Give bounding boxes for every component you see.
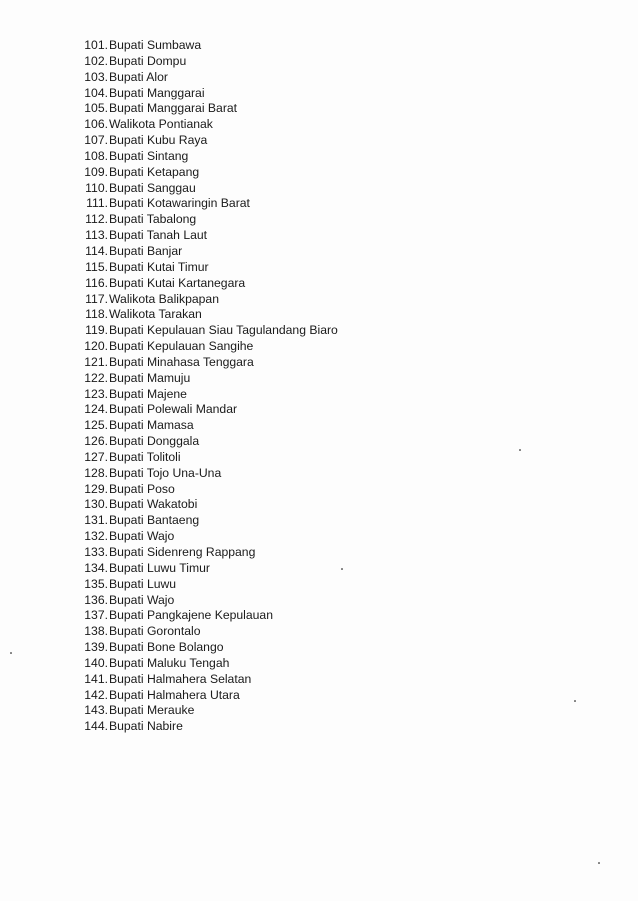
item-number: 132. (84, 529, 108, 544)
list-item (74, 101, 338, 117)
item-number: 133. (84, 545, 108, 559)
item-number: 124. (84, 402, 108, 417)
list-item (74, 292, 338, 308)
item-title: Walikota Tarakan (109, 307, 202, 322)
item-number: 118. (85, 307, 108, 322)
item-title: Bupati Pangkajene Kepulauan (109, 608, 273, 623)
list-item (74, 387, 338, 403)
list-item (74, 117, 338, 133)
item-title: Bupati Luwu Timur (109, 560, 210, 575)
list-item (74, 593, 338, 609)
item-number: 116. (85, 275, 108, 290)
official-list (74, 38, 338, 735)
list-item (74, 482, 338, 498)
item-number: 112. (85, 212, 108, 227)
list-item (74, 38, 338, 54)
item-title: Bupati Kubu Raya (109, 133, 208, 148)
list-item (74, 656, 338, 672)
item-number: 139. (84, 640, 108, 655)
item-title: Bupati Halmahera Selatan (109, 671, 252, 686)
item-number: 144. (84, 719, 108, 734)
item-number: 125. (84, 418, 108, 433)
list-item (74, 86, 338, 102)
item-title: Bupati Bone Bolango (109, 640, 224, 655)
list-item (74, 165, 338, 181)
item-title: Walikota Pontianak (109, 117, 213, 132)
list-item (74, 545, 338, 561)
item-number: 137. (84, 608, 108, 623)
item-number: 142. (84, 687, 108, 702)
item-number: 140. (84, 655, 108, 670)
item-number: 114. (85, 243, 108, 258)
item-number: 123. (84, 386, 108, 401)
item-title: Bupati Gorontalo (109, 624, 201, 639)
list-item (74, 513, 338, 529)
item-number: 134. (84, 560, 108, 575)
item-title: Bupati Wajo (109, 529, 175, 544)
item-title: Bupati Tanah Laut (109, 228, 208, 243)
list-item (74, 133, 338, 149)
item-title: Bupati Halmahera Utara (109, 687, 240, 702)
item-number: 135. (84, 576, 108, 591)
item-title: Bupati Merauke (109, 703, 195, 718)
item-number: 122. (84, 370, 108, 385)
item-title: Bupati Donggala (109, 434, 200, 449)
item-number: 136. (84, 592, 108, 607)
item-number: 109. (84, 164, 108, 179)
list-item (74, 276, 338, 292)
item-title: Bupati Maluku Tengah (109, 655, 230, 670)
item-number: 105. (84, 101, 108, 116)
item-number: 107. (84, 133, 108, 148)
item-title: Bupati Kotawaringin Barat (109, 196, 250, 211)
item-number: 138. (84, 624, 108, 639)
item-number: 143. (84, 703, 108, 718)
list-item (74, 54, 338, 70)
item-title: Bupati Mamuju (109, 370, 191, 385)
item-number: 108. (84, 148, 108, 163)
list-item (74, 450, 338, 466)
list-item (74, 244, 338, 260)
item-title: Bupati Kutai Timur (109, 259, 209, 274)
scan-speck (10, 652, 12, 654)
list-item (74, 466, 338, 482)
list-item (74, 339, 338, 355)
item-title: Bupati Luwu (109, 576, 177, 591)
item-number: 127. (84, 449, 108, 464)
item-title: Bupati Polewali Mandar (109, 402, 238, 417)
list-item (74, 70, 338, 86)
item-title: Bupati Wajo (109, 592, 175, 607)
item-title: Bupati Dompu (109, 53, 187, 68)
item-title: Bupati Tabalong (109, 212, 197, 227)
item-title: Bupati Alor (109, 69, 168, 84)
list-item (74, 212, 338, 228)
item-number: 111. (86, 196, 108, 211)
item-number: 128. (84, 465, 108, 480)
list-item (74, 688, 338, 704)
list-item (74, 371, 338, 387)
item-title: Bupati Sidenreng Rappang (109, 545, 256, 559)
item-title: Bupati Manggarai Barat (109, 101, 238, 116)
item-title: Bupati Manggarai (109, 85, 205, 100)
item-number: 119. (85, 323, 108, 338)
list-item (74, 307, 338, 323)
item-number: 131. (84, 513, 108, 528)
item-number: 103. (84, 69, 108, 84)
item-title: Bupati Minahasa Tenggara (109, 354, 254, 369)
list-item (74, 402, 338, 418)
item-number: 126. (84, 434, 108, 449)
item-title: Walikota Balikpapan (109, 291, 219, 306)
item-number: 104. (84, 85, 108, 100)
item-title: Bupati Kepulauan Siau Tagulandang Biaro (109, 323, 338, 338)
item-number: 129. (84, 481, 108, 496)
item-number: 101. (84, 38, 108, 52)
item-number: 115. (85, 259, 108, 274)
item-number: 130. (84, 497, 108, 512)
scan-speck (341, 568, 343, 570)
list-item (74, 418, 338, 434)
item-title: Bupati Tolitoli (109, 449, 181, 464)
scan-speck (574, 700, 576, 702)
scan-speck (598, 862, 600, 864)
item-title: Bupati Sumbawa (109, 38, 202, 52)
item-title: Bupati Majene (109, 386, 187, 401)
item-number: 102. (84, 53, 108, 68)
item-title: Bupati Sanggau (109, 180, 196, 195)
list-item (74, 640, 338, 656)
item-title: Bupati Bantaeng (109, 513, 200, 528)
item-title: Bupati Wakatobi (109, 497, 198, 512)
list-item (74, 497, 338, 513)
list-item (74, 355, 338, 371)
item-title: Bupati Banjar (109, 243, 183, 258)
item-title: Bupati Nabire (109, 719, 183, 734)
list-item (74, 434, 338, 450)
item-title: Bupati Kutai Kartanegara (109, 275, 246, 290)
list-item (74, 260, 338, 276)
list-item (74, 719, 338, 735)
list-item (74, 323, 338, 339)
list-item (74, 228, 338, 244)
item-number: 113. (85, 228, 108, 243)
item-title: Bupati Poso (109, 481, 175, 496)
item-number: 110. (85, 180, 108, 195)
list-item (74, 577, 338, 593)
item-title: Bupati Tojo Una-Una (109, 465, 222, 480)
item-title: Bupati Sintang (109, 148, 189, 163)
item-number: 106. (84, 117, 108, 132)
item-number: 120. (84, 339, 108, 354)
list-item (74, 181, 338, 197)
item-number: 117. (85, 291, 108, 306)
list-item (74, 529, 338, 545)
list-item (74, 703, 338, 719)
list-item (74, 561, 338, 577)
item-number: 121. (84, 354, 108, 369)
item-number: 141. (84, 671, 108, 686)
list-item (74, 672, 338, 688)
list-item (74, 624, 338, 640)
scan-speck (519, 449, 521, 451)
list-item (74, 196, 338, 212)
item-title: Bupati Kepulauan Sangihe (109, 339, 254, 354)
item-title: Bupati Ketapang (109, 164, 200, 179)
item-title: Bupati Mamasa (109, 418, 194, 433)
list-item (74, 149, 338, 165)
list-item (74, 608, 338, 624)
